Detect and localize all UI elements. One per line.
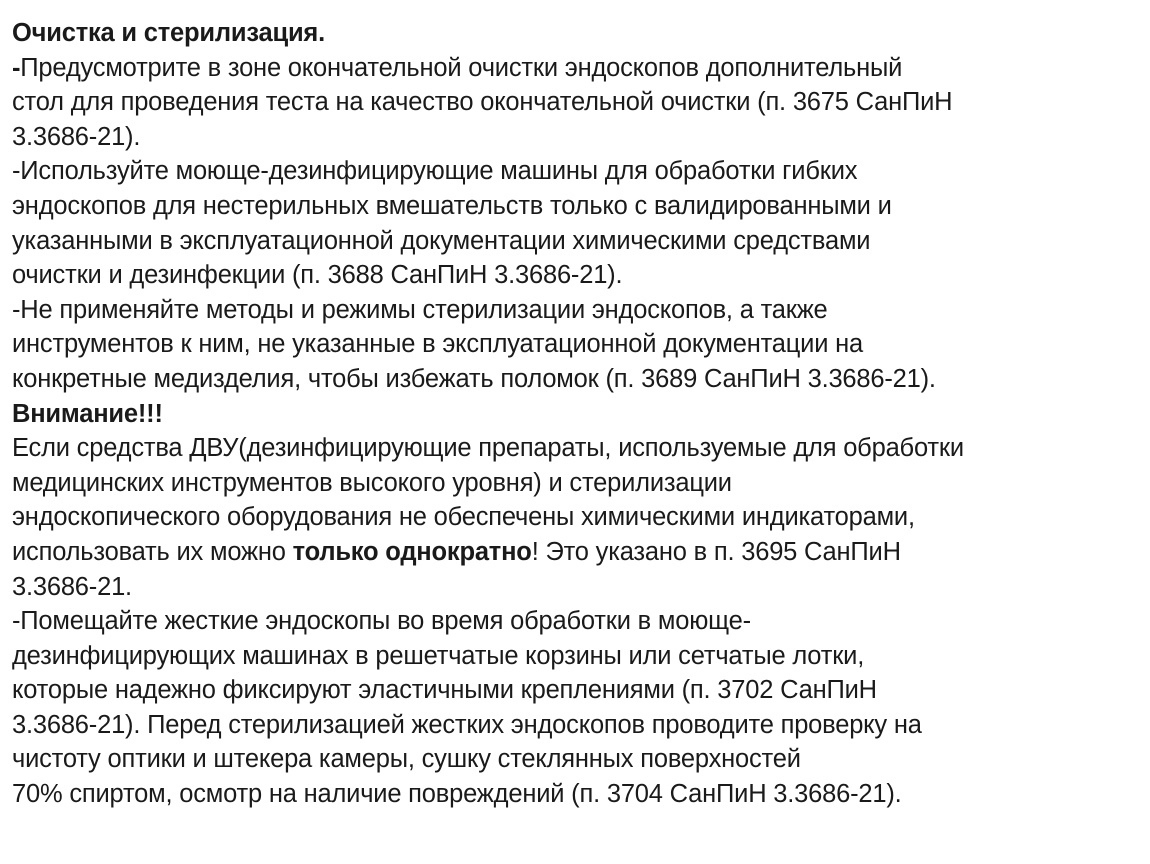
attention-heading: Внимание!!!	[12, 399, 163, 428]
bullet-4-line-3: которые надежно фиксируют эластичными креплениями (п. 3702 СанПиН	[12, 676, 877, 705]
attention-line-4	[12, 535, 1142, 570]
bullet-4-line-1: -Помещайте жесткие эндоскопы во время обработки в моюще-	[12, 607, 751, 636]
bullet-2-line-3: указанными в эксплуатационной документации химическими средствами	[12, 226, 871, 255]
bullet-2-line-4: очистки и дезинфекции (п. 3688 СанПиН 3.3686-21).	[12, 261, 623, 290]
bullet-3-line-2: инструментов к ним, не указанные в эксплуатационной документации на	[12, 330, 863, 359]
bullet-1-line-1-text: Предусмотрите в зоне окончательной очистки эндоскопов дополнительный	[20, 53, 903, 82]
attention-line-2: медицинских инструментов высокого уровня) и стерилизации	[12, 468, 732, 497]
bullet-1-line-2: стол для проведения теста на качество окончательной очистки (п. 3675 СанПиН	[12, 88, 953, 117]
bullet-4-line-2: дезинфицирующих машинах в решетчатые корзины или сетчатые лотки,	[12, 641, 865, 670]
bullet-2-line-2: эндоскопов для нестерильных вмешательств только с валидированными и	[12, 191, 892, 220]
bullet-4-line-6: 70% спиртом, осмотр на наличие повреждений (п. 3704 СанПиН 3.3686-21).	[12, 780, 902, 809]
bullet-1-marker: -	[12, 53, 21, 82]
bullet-4-line-4: 3.3686-21). Перед стерилизацией жестких эндоскопов проводите проверку на	[12, 710, 922, 739]
bullet-1-line-3: 3.3686-21).	[12, 122, 141, 151]
bullet-2-line-1: -Используйте моюще-дезинфицирующие машины для обработки гибких	[12, 157, 858, 186]
attention-emphasis: только однократно	[292, 537, 532, 566]
bullet-1-line-1	[12, 51, 1142, 86]
bullet-3-line-3: конкретные медизделия, чтобы избежать поломок (п. 3689 СанПиН 3.3686-21).	[12, 364, 936, 393]
attention-line-3: эндоскопического оборудования не обеспечены химическими индикаторами,	[12, 503, 915, 532]
bullet-4-line-5: чистоту оптики и штекера камеры, сушку стеклянных поверхностей	[12, 745, 801, 774]
slide-text	[12, 16, 1142, 812]
attention-line-1: Если средства ДВУ(дезинфицирующие препараты, используемые для обработки	[12, 434, 964, 463]
slide-title: Очистка и стерилизация.	[12, 19, 325, 47]
attention-line-4-after: ! Это указано в п. 3695 СанПиН	[531, 537, 901, 566]
attention-line-5: 3.3686-21.	[12, 572, 132, 601]
bullet-3-line-1: -Не применяйте методы и режимы стерилизации эндоскопов, а также	[12, 295, 828, 324]
attention-line-4-before: использовать их можно	[12, 537, 293, 566]
